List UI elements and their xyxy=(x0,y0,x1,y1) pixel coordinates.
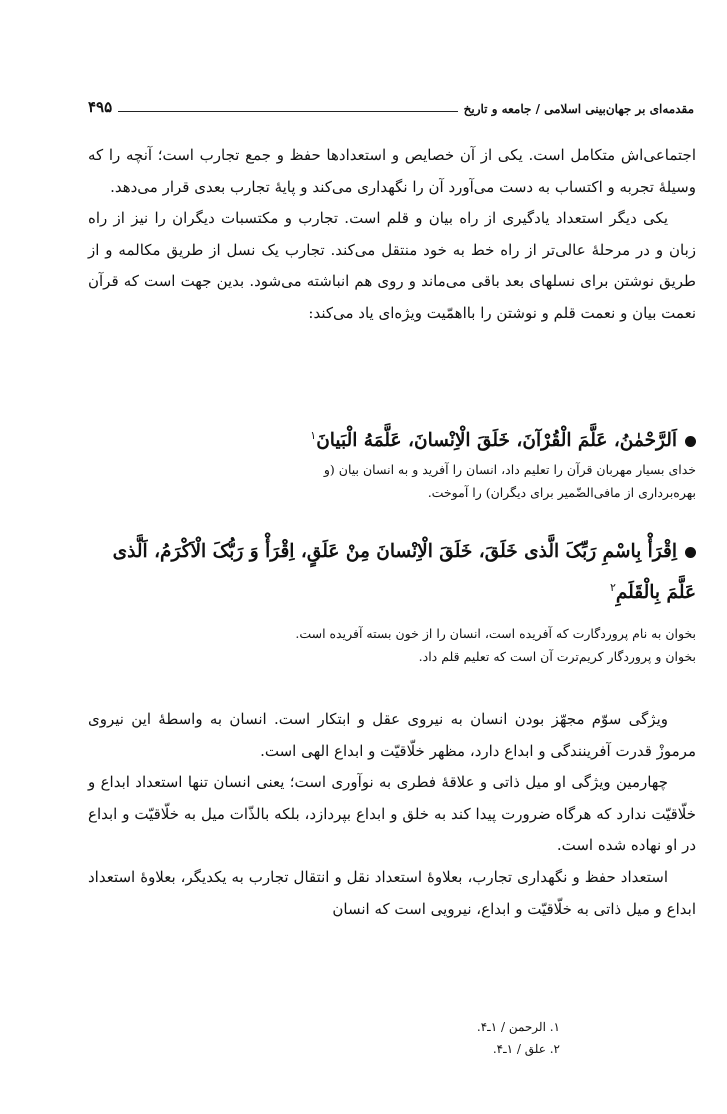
running-title: مقدمه‌ای بر جهان‌بینی اسلامی / جامعه و تاریخ xyxy=(463,102,694,116)
paragraph-4: چهارمین ویژگی او میل ذاتی و علاقهٔ فطری به نوآوری است؛ یعنی انسان تنها استعداد ابداع و خلّاقیّت ندارد که هرگاه ضرورت پیدا کند به خلق و ابداع بپردازد، بلکه بالذّات میل به خلّاقیّت و ابداع در او نهاده شده است. xyxy=(88,773,696,855)
paragraph-1: اجتماعی‌اش متکامل است. یکی از آن خصایص و استعدادها حفظ و جمع تجارب است؛ آنچه را که وسیلهٔ تجربه و اکتساب به دست می‌آورد آن را نگهداری می‌کند و پایهٔ تجارب بعدی قرار می‌دهد. xyxy=(88,146,696,196)
closing-paragraphs xyxy=(88,704,696,925)
footnotes xyxy=(400,1016,560,1060)
verse-2-translation-line-2: بخوان و پروردگار کریم‌ترت آن است که تعلیم قلم داد. xyxy=(418,649,696,664)
verse-1 xyxy=(88,418,696,459)
verse-1-translation-line-2: بهره‌برداری از مافی‌الضّمیر برای دیگران) را آموخت. xyxy=(427,485,696,500)
verse-2 xyxy=(88,534,696,611)
paragraph-2: یکی دیگر استعداد یادگیری از راه بیان و قلم است. تجارب و مکتسبات دیگران را نیز از راه زبان و در مرحلهٔ عالی‌تر از راه خط به خود منتقل می‌کند. تجارب یک نسل از طریق مکالمه و از طریق نوشتن برای نسلهای بعد باقی می‌ماند و روی هم انباشته می‌شود. بدین جهت است که قرآن نعمت بیان و نعمت قلم و نوشتن را بااهمّیت ویژه‌ای یاد می‌کند: xyxy=(88,209,696,322)
running-header xyxy=(88,92,694,116)
footnote-ref-1: ۱ xyxy=(310,429,317,442)
verse-2-translation-line-1: بخوان به نام پروردگارت که آفریده است، انسان را از خون بسته آفریده است. xyxy=(295,626,696,641)
paragraph-3: ویژگی سوّم مجهّز بودن انسان به نیروی عقل و ابتکار است. انسان به واسطهٔ این نیروی مرموزْ قدرت آفرینندگی و ابداع دارد، مظهر خلّاقیّت و ابداع الهی است. xyxy=(88,710,696,760)
verse-1-text: اَلرَّحْمٰنُ، عَلَّمَ الْقُرْآنَ، خَلَقَ الْاِنْسانَ، عَلَّمَهُ الْبَیانَ xyxy=(316,430,677,452)
verse-1-translation-line-1: خدای بسیار مهربان قرآن را تعلیم داد، انسان را آفرید و به انسان بیان (و xyxy=(323,462,696,477)
verse-2-text: اِقْرَأْ بِاسْمِ رَبِّکَ الَّذی خَلَقَ، خَلَقَ الْاِنْسانَ مِنْ عَلَقٍ، اِقْرَأْ وَ رَبُّکَ الْاَکْرَمُ، اَلَّذی عَلَّمَ بِالْقَلَمِ xyxy=(112,541,696,604)
footnote-1: ۱. الرحمن / ۱ـ۴. xyxy=(476,1020,560,1034)
paragraph-5: استعداد حفظ و نگهداری تجارب، بعلاوهٔ استعداد نقل و انتقال تجارب به یکدیگر، بعلاوهٔ استعداد ابداع و میل ذاتی به خلّاقیّت و ابداع، نیرویی است که انسان xyxy=(88,867,696,918)
verse-2-translation xyxy=(88,622,696,668)
verse-1-translation xyxy=(88,458,696,504)
page-number: ۴۹۵ xyxy=(88,98,113,116)
bullet-icon xyxy=(685,436,696,447)
header-rule xyxy=(118,111,457,112)
footnote-2: ۲. علق / ۱ـ۴. xyxy=(492,1042,560,1056)
bullet-icon xyxy=(685,547,696,558)
footnote-ref-2: ۲ xyxy=(609,581,616,594)
intro-paragraphs xyxy=(88,140,696,330)
